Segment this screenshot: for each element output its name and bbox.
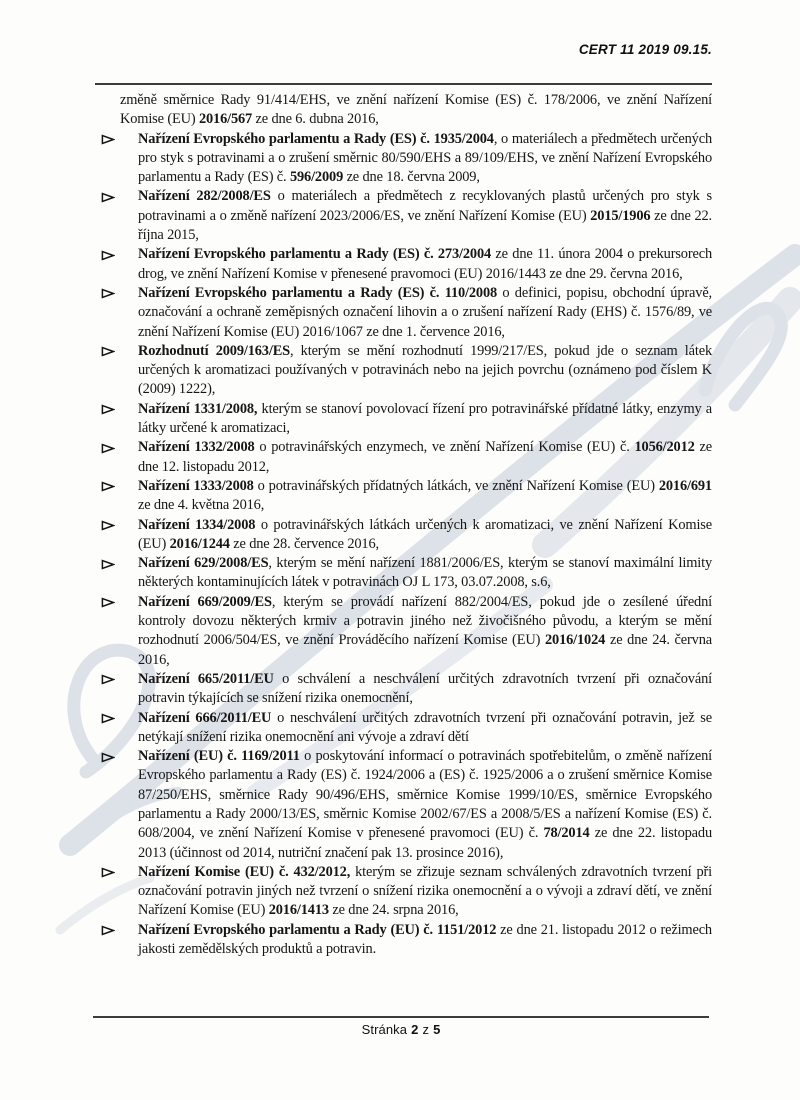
list-item <box>138 554 712 593</box>
text-run: ze dne 22. listopadu 2013 (účinnost od 2014, nutriční značení pak 13. prosince 2016), <box>138 825 712 861</box>
text-run: kterým se zřizuje seznam schválených zdravotních tvrzení při označování potravin jiných než tvrzení o snížení rizika onemocnění a o vývoji a zdraví dětí, ve znění Nařízení Komise (EU) <box>138 863 713 919</box>
text-run: ze dne 22. října 2015, <box>138 207 712 244</box>
total-pages: 5 <box>433 1022 441 1037</box>
text-run: kterým se stanoví povolovací řízení pro potravinářské přídatné látky, enzymy a látky určené k aromatizaci, <box>138 400 712 437</box>
bold-run: Nařízení Komise (EU) č. 432/2012, <box>138 863 351 880</box>
text-run: o definici, popisu, obchodní úpravě, označování a ochraně zeměpisných označení lihovin a o zrušení nařízení Rady (EHS) č. 1576/89, ve znění Nařízení Komise (EU) 2016/1067 ze dne 1. července 2016, <box>138 284 713 340</box>
page-of-label: z <box>422 1022 430 1037</box>
list-item <box>138 863 712 921</box>
bold-run: Nařízení 666/2011/EU <box>138 709 272 726</box>
text-run: o neschválení určitých zdravotních tvrzení při označování potravin, jež se netýkají snížení rizika onemocnění ani vývoje a zdraví dětí <box>138 709 712 745</box>
bold-run: 2016/691 <box>658 477 712 494</box>
text-run: ze dne 4. května 2016, <box>138 497 265 514</box>
arrow-bullet-icon <box>101 867 115 878</box>
text-run: o potravinářských látkách určených k aromatizaci, ve znění Nařízení Komise (EU) <box>138 516 712 552</box>
regulation-list <box>98 91 712 959</box>
bold-run: 2016/1244 <box>169 535 230 552</box>
item-text <box>138 342 712 400</box>
item-text <box>138 921 712 960</box>
text-run: , kterým se mění rozhodnutí 1999/217/ES, pokud jde o seznam látek určených k aromatizaci používaných v potravinách nebo na jejich povrchu (oznámeno pod číslem K (2009) 1222), <box>138 342 712 398</box>
bold-run: 78/2014 <box>543 825 590 842</box>
arrow-bullet-icon <box>101 443 115 454</box>
text-run: , kterým se mění nařízení 1881/2006/ES, kterým se stanoví maximální limity některých kontaminujících látek v potravinách OJ L 173, 03.07.2008, s.6, <box>138 555 712 591</box>
bold-run: Nařízení 1331/2008, <box>138 400 258 417</box>
bold-run: Nařízení 629/2008/ES <box>138 555 269 572</box>
continuation-paragraph <box>120 91 712 130</box>
text-run: o schválení a neschválení určitých zdravotních tvrzení při označování potravin týkajících se snížení rizika onemocnění, <box>138 670 712 707</box>
list-item <box>138 187 712 245</box>
item-text <box>138 438 712 477</box>
list-item <box>138 284 712 342</box>
bold-run: 1056/2012 <box>634 439 695 456</box>
list-item <box>138 130 712 188</box>
text-run: ze dne 12. listopadu 2012, <box>138 439 712 475</box>
list-item <box>138 593 712 670</box>
item-text <box>138 245 712 284</box>
page-number <box>93 1022 709 1037</box>
bold-run: 2016/1413 <box>268 902 329 919</box>
text-run: změně směrnice Rady 91/414/EHS, ve znění nařízení Komise (ES) č. 178/2006, ve znění Nařízení Komise (EU) <box>120 92 712 128</box>
item-text <box>138 284 712 342</box>
item-text <box>138 477 712 516</box>
page-label: Stránka <box>361 1022 408 1037</box>
text-run: o potravinářských přídatných látkách, ve znění Nařízení Komise (EU) <box>253 477 659 494</box>
bold-run: Nařízení 1333/2008 <box>138 477 254 494</box>
list-item <box>138 709 712 748</box>
arrow-bullet-icon <box>101 192 115 203</box>
bold-run: Nařízení Evropského parlamentu a Rady (ES) č. 273/2004 <box>138 246 492 263</box>
text-run: , kterým se provádí nařízení 882/2004/ES, pokud jde o zesílené úřední kontroly dovozu některých krmiv a potravin jiného než živočišného původu, a kterým se mění rozhodnutí 2006/504/ES, ve znění Prováděcího nařízení Komise (EU) <box>138 593 712 649</box>
bold-run: Nařízení Evropského parlamentu a Rady (ES) č. 110/2008 <box>138 284 498 301</box>
text-run: ze dne 18. června 2009, <box>343 169 480 186</box>
item-text <box>138 670 712 709</box>
text-run: ze dne 24. června 2016, <box>138 632 712 668</box>
bold-run: Nařízení 282/2008/ES <box>138 188 271 205</box>
list-item <box>138 477 712 516</box>
bold-run: Nařízení (EU) č. 1169/2011 <box>138 748 300 765</box>
arrow-bullet-icon <box>101 925 115 936</box>
arrow-bullet-icon <box>101 346 115 357</box>
item-text <box>138 554 712 593</box>
current-page: 2 <box>411 1022 419 1037</box>
text-run: o poskytování informací o potravinách spotřebitelům, o změně nařízení Evropského parlamentu a Rady (ES) č. 1924/2006 a (ES) č. 1925/2006 a o zrušení směrnice Komise 87/250/EHS, směrnice Rady 90/496/EHS, směrnice Komise 1999/10/ES, směrnice Evropského parlamentu a Rady 2000/13/ES, směrnic Komise 2002/67/ES a 2008/5/ES a nařízení Komise (ES) č. 608/2004, ve znění Nařízení Komise v přenesené pravomoci (EU) č. <box>138 748 712 842</box>
text-run: ze dne 28. července 2016, <box>229 535 379 552</box>
text-run: ze dne 24. srpna 2016, <box>328 902 459 919</box>
item-text <box>138 709 712 748</box>
list-item <box>138 921 712 960</box>
footer-rule <box>93 1016 709 1018</box>
arrow-bullet-icon <box>101 520 115 531</box>
item-text <box>138 593 712 670</box>
bold-run: 2015/1906 <box>590 207 651 224</box>
header-doc-code: CERT 11 2019 09.15. <box>578 42 712 57</box>
text-run: ze dne 21. listopadu 2012 o režimech jakosti zemědělských produktů a potravin. <box>138 921 712 958</box>
arrow-bullet-icon <box>101 597 115 608</box>
bold-run: Nařízení 665/2011/EU <box>138 670 274 687</box>
bold-run: 2016/567 <box>198 111 253 128</box>
arrow-bullet-icon <box>101 559 115 570</box>
text-run: o materiálech a předmětech z recyklovaných plastů určených pro styk s potravinami a o změně nařízení 2023/2006/ES, ve znění Nařízení Komise (EU) <box>138 188 712 224</box>
arrow-bullet-icon <box>101 752 115 763</box>
item-text <box>138 187 712 245</box>
list-item <box>138 670 712 709</box>
arrow-bullet-icon <box>101 674 115 685</box>
bold-run: Nařízení Evropského parlamentu a Rady (EU) č. 1151/2012 <box>138 921 497 938</box>
arrow-bullet-icon <box>101 481 115 492</box>
text-run: ze dne 6. dubna 2016, <box>252 111 379 128</box>
text-run: o potravinářských enzymech, ve znění Nařízení Komise (EU) č. <box>254 439 635 456</box>
list-item <box>138 400 712 439</box>
list-item <box>138 516 712 555</box>
list-item <box>138 438 712 477</box>
list-item <box>138 342 712 400</box>
item-text <box>138 747 712 863</box>
bold-run: Nařízení 1332/2008 <box>138 439 255 456</box>
bold-run: Nařízení 669/2009/ES <box>138 593 272 610</box>
list-item <box>138 747 712 863</box>
arrow-bullet-icon <box>101 404 115 415</box>
bold-run: 2016/1024 <box>544 632 606 649</box>
bold-run: 596/2009 <box>289 169 344 186</box>
item-text <box>138 400 712 439</box>
bold-run: Rozhodnutí 2009/163/ES <box>138 342 291 359</box>
header-rule <box>95 83 712 85</box>
arrow-bullet-icon <box>101 288 115 299</box>
bold-run: Nařízení 1334/2008 <box>138 516 256 533</box>
text-run: , o materiálech a předmětech určených pro styk s potravinami a o zrušení směrnic 80/590/EHS a 89/109/EHS, ve znění Nařízení Evropského parlamentu a Rady (ES) č. <box>138 130 712 186</box>
text-run: ze dne 11. února 2004 o prekursorech drog, ve znění Nařízení Komise v přenesené pravomoci (EU) 2016/1443 ze dne 29. června 2016, <box>138 246 712 282</box>
item-text <box>138 863 712 921</box>
bold-run: Nařízení Evropského parlamentu a Rady (ES) č. 1935/2004 <box>138 130 494 147</box>
arrow-bullet-icon <box>101 250 115 261</box>
arrow-bullet-icon <box>101 134 115 145</box>
item-text <box>138 130 712 188</box>
bulleted-items <box>98 130 712 960</box>
item-text <box>138 516 712 555</box>
arrow-bullet-icon <box>101 713 115 724</box>
list-item <box>138 245 712 284</box>
